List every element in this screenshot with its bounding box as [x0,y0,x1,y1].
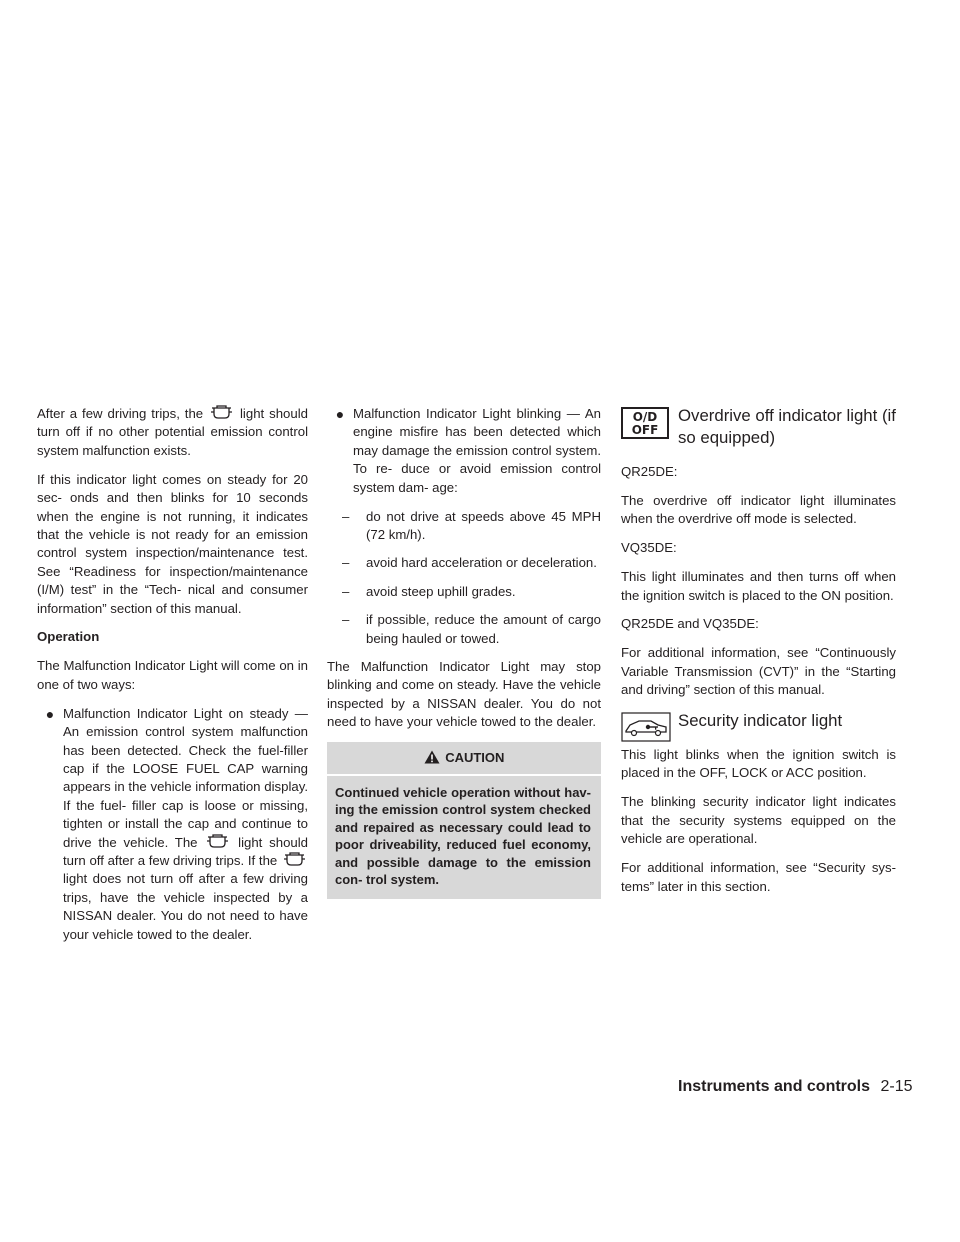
dash-item [342,554,601,572]
bullet-blinking [327,405,601,497]
paragraph-vq35de: This light illuminates and then turns off when the ignition switch is placed to the ON position. [621,569,896,603]
warning-icon [424,750,440,764]
column-middle [327,405,601,899]
caution-title: CAUTION [445,750,505,766]
overdrive-off-icon [621,407,669,439]
caution-box [327,742,601,898]
text-fragment: light should turn off if no other potential emission control system malfunction exists. [37,406,308,458]
dash-text: avoid hard acceleration or deceleration. [366,555,597,571]
text-fragment: Malfunction Indicator Light on steady — An emission control system malfunction has been detected. Check the fuel-filler cap if the LOOSE FUEL CAP warning appears in the vehicle information display. If the fuel- filler cap is loose or missing, tighten or install the cap and continue to drive the vehicle. The [63,705,308,850]
caution-header [327,742,601,775]
security-title: Security indicator light [678,711,843,731]
malfunction-indicator-icon [204,834,231,850]
paragraph-security-1: This light blinks when the ignition switch is placed in the OFF, LOCK or ACC position. [621,747,896,781]
paragraph-readiness: If this indicator light comes on steady for 20 sec- onds and then blinks for 10 seconds when the engine is not running, it indicates that the vehicle is not ready for an emission control system inspection/maintenance test. See “Readiness for inspection/maintenance (I/M) test” in the “Tech- nical and consumer information” section of this manual. [37,471,308,616]
dash-icon: – [342,508,350,524]
dash-item [342,508,601,545]
bullet-steady [37,705,308,944]
malfunction-indicator-icon [208,405,235,421]
paragraph-security-3: For additional information, see “Security sys- tems” later in this section. [621,860,896,894]
column-right [621,405,896,906]
dash-text: do not drive at speeds above 45 MPH (72 km/h). [366,508,601,542]
paragraph-security-2: The blinking security indicator light indicates that the security systems equipped on the vehicle are operational. [621,794,896,847]
overdrive-section-heading [621,405,896,449]
paragraph-two-ways: The Malfunction Indicator Light will come on in one of two ways: [37,658,308,692]
heading-operation: Operation [37,629,100,645]
security-car-icon [621,712,671,742]
paragraph-qr25de: The overdrive off indicator light illuminates when the overdrive off mode is selected. [621,492,896,527]
dash-icon: – [342,555,350,571]
paragraph-cvt: For additional information, see “Continuously Variable Transmission (CVT)” in the “Starting and driving” section of this manual. [621,645,896,698]
dash-text: if possible, reduce the amount of cargo being hauled or towed. [366,612,601,646]
label-both: QR25DE and VQ35DE: [621,616,759,632]
malfunction-indicator-icon [281,852,308,868]
text-fragment: Malfunction Indicator Light blinking — An engine misfire has been detected which may damage the emission control system. To re- duce or avoid emission control system dam- age: [353,406,601,495]
text-fragment: light should turn off after a few driving trips. If the [63,834,309,868]
bullet-dot-icon: ● [335,406,345,422]
footer-section-title: Instruments and controls [678,1078,871,1095]
overdrive-title: Overdrive off indicator light (if so equipped) [678,406,896,447]
paragraph-after-trips [37,405,308,460]
label-vq35de: VQ35DE: [621,540,677,556]
dash-icon: – [342,583,350,599]
dash-text: avoid steep uphill grades. [366,583,516,599]
dash-item [342,611,601,648]
caution-text: Continued vehicle operation without hav- ing the emission control system checked and repaired as necessary could lead to poor driveability, reduced fuel economy, and possible damage to the emission con- trol system. [335,784,591,887]
dash-item [342,583,601,601]
bullet-dot-icon: ● [45,705,55,722]
text-fragment: After a few driving trips, the [37,406,204,421]
text-fragment: light does not turn off after a few driving trips, have the vehicle inspected by a NISSAN dealer. You do not need to have your vehicle towed to the dealer. [63,871,308,942]
footer-page-number: 2-15 [880,1078,913,1095]
dash-icon: – [342,612,350,628]
paragraph-stop-blinking: The Malfunction Indicator Light may stop blinking and come on steady. Have the vehicle inspected by a NISSAN dealer. You do not need to have your vehicle towed to the dealer. [327,658,601,730]
page-footer [678,1078,913,1096]
label-qr25de: QR25DE: [621,464,678,479]
od-icon-line2: OFF [631,423,659,437]
od-icon-line1: O/D [632,410,658,424]
security-section-heading [621,710,896,732]
column-left [37,405,308,954]
